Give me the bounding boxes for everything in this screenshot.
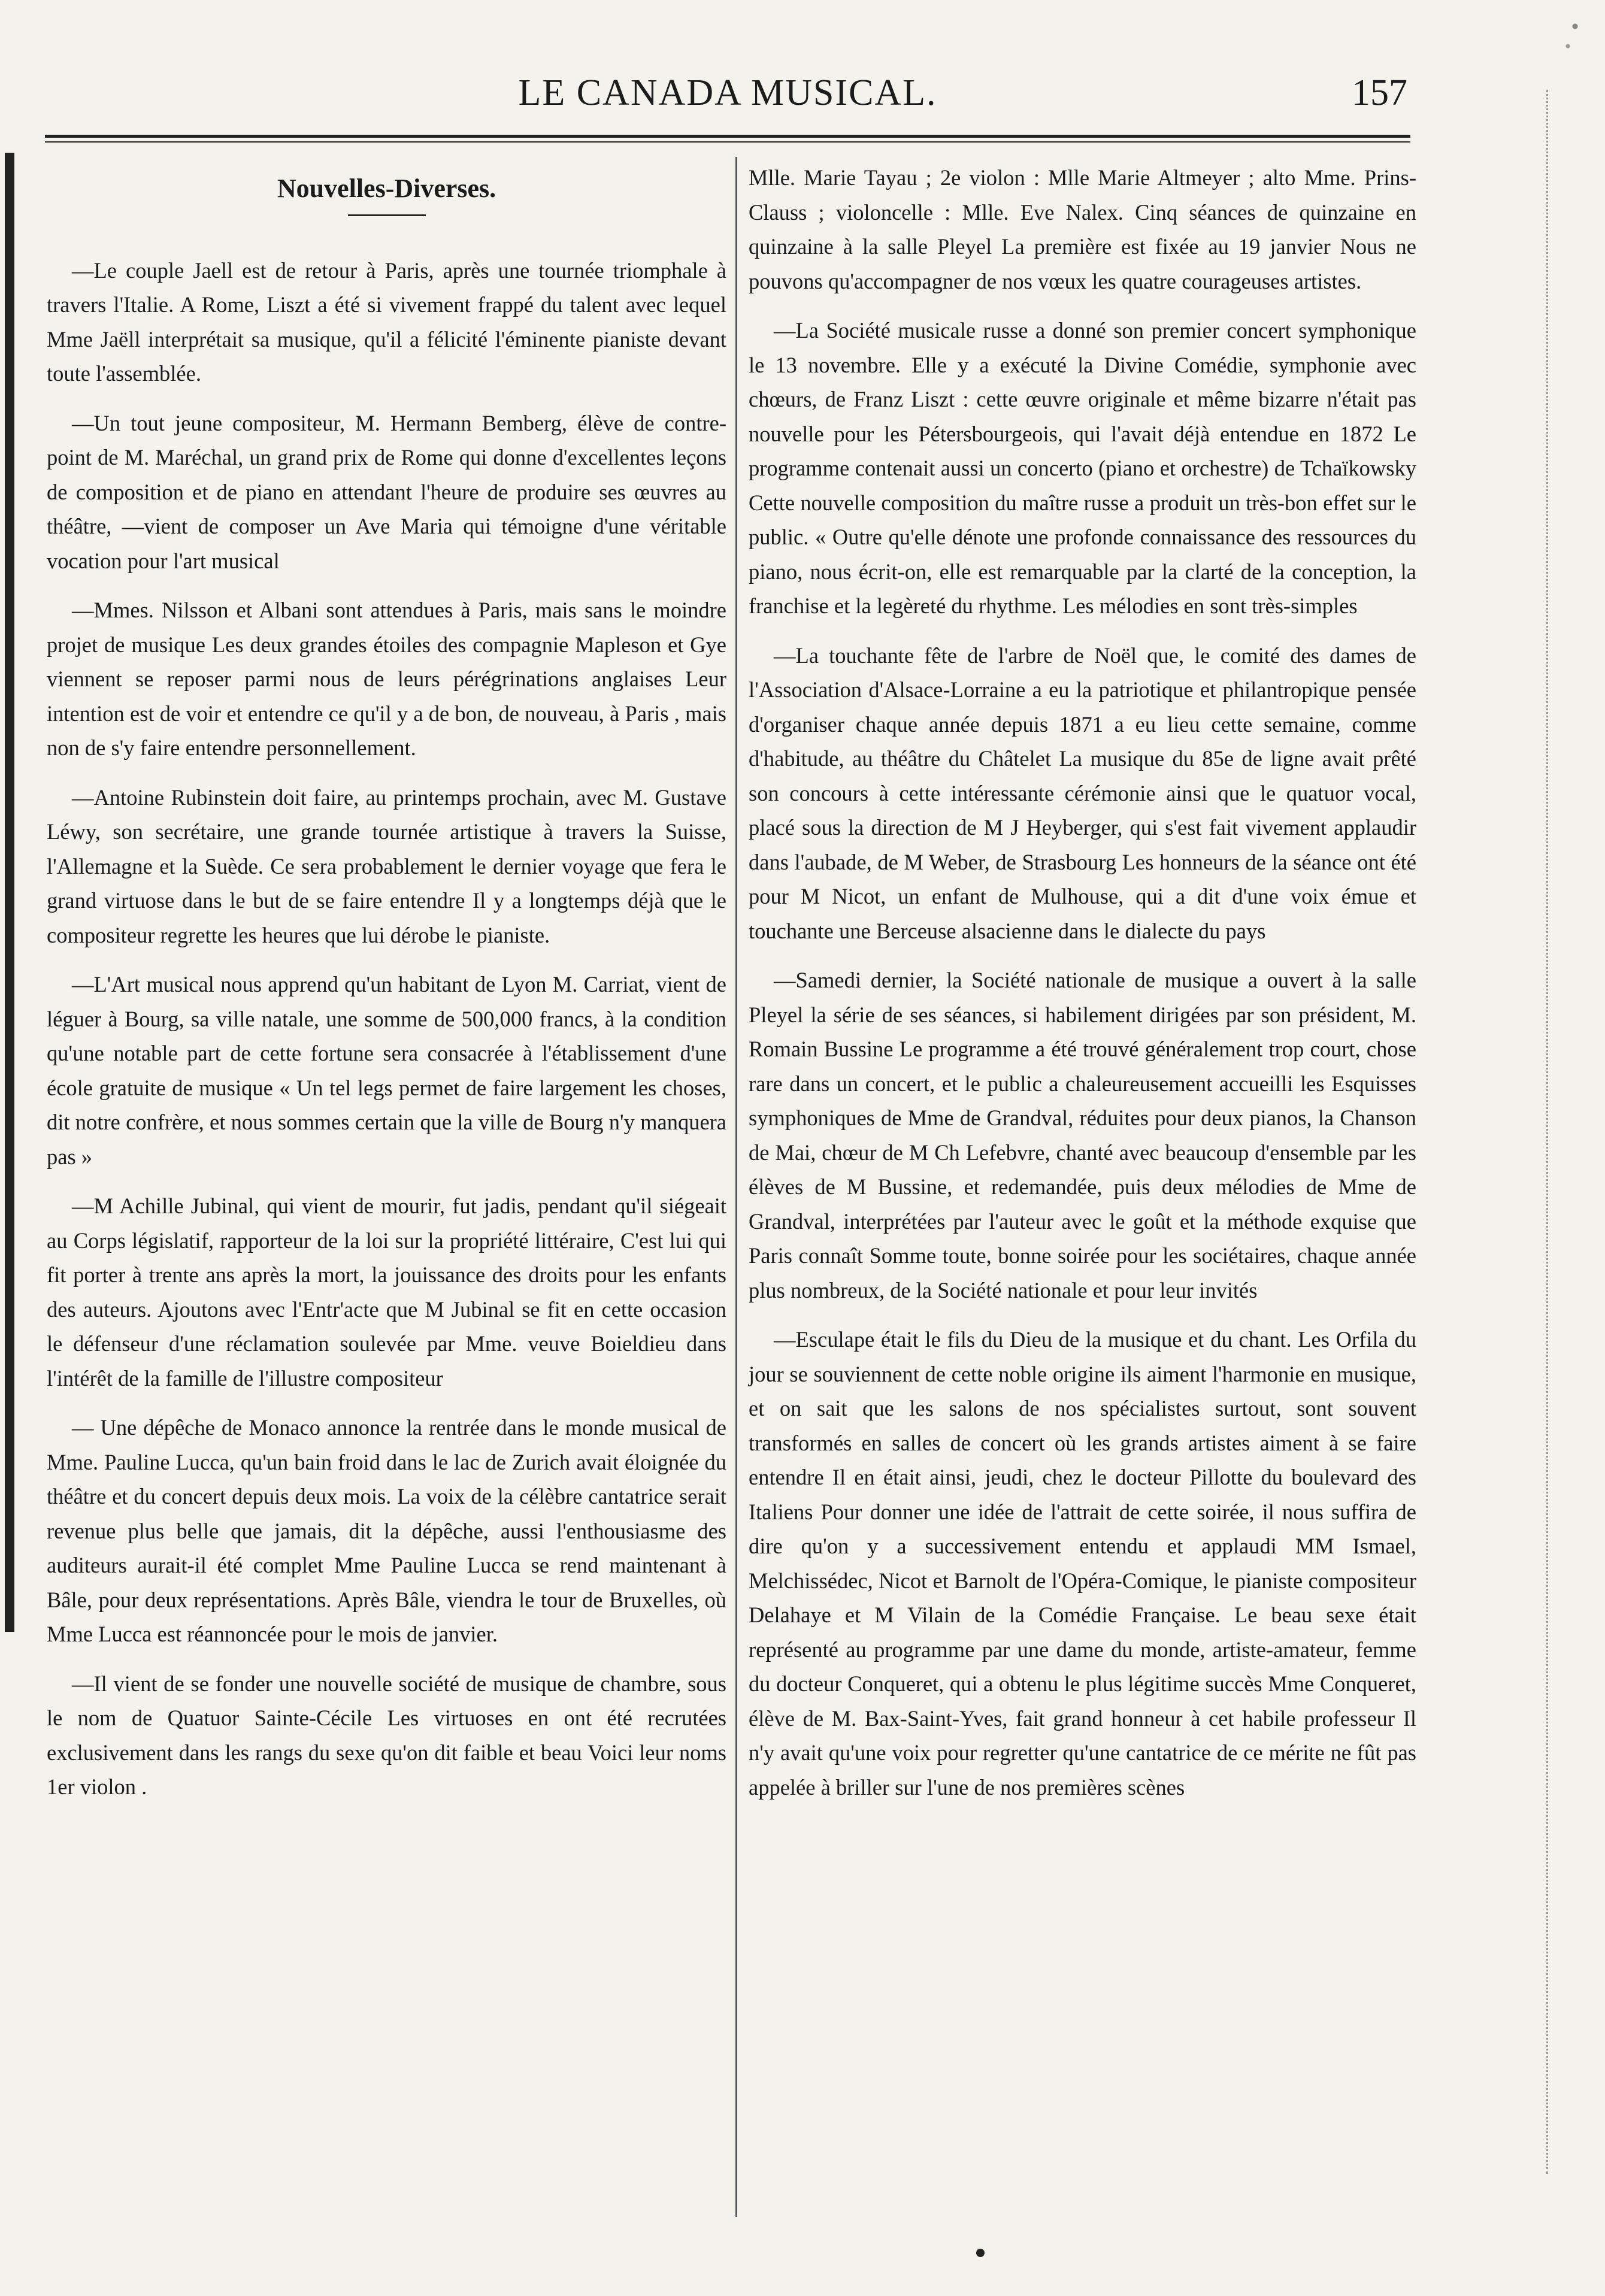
left-column [47,160,726,1819]
scan-edge-noise [1522,90,1548,2174]
news-item: —Il vient de se fonder une nouvelle société de musique de chambre, sous le nom de Quatuor Sainte-Cécile Les virtuoses en ont été recrutées exclusivement dans les rangs du sexe qu'on dit faible et beau Voici leur noms 1er violon . [47,1671,726,1799]
news-item: —Mmes. Nilsson et Albani sont attendues à Paris, mais sans le moindre projet de musique Les deux grandes étoiles des compagnie Mapleson et Gye viennent se reposer parmi nous de leurs pérégrinations anglaises Leur intention est de voir et entendre ce qu'il y a de bon, de nouveau, à Paris , mais non de s'y faire entendre personnellement. [47,598,726,760]
news-item-continued: Mlle. Marie Tayau ; 2e violon : Mlle Marie Altmeyer ; alto Mme. Prins-Clauss ; violoncelle : Mlle. Eve Nalex. Cinq séances de quinzaine en quinzaine à la salle Pleyel La première est fixée au 19 janvier Nous ne pouvons qu'accompagner de nos vœux les quatre courageuses artistes. [749,165,1416,293]
scan-smudge [1557,0,1593,66]
news-item: —Le couple Jaell est de retour à Paris, après une tournée triomphale à travers l'Italie. A Rome, Liszt a été si vivement frappé du talent avec lequel Mme Jaëll interprétait sa musique, qu'il a félicité l'éminente pianiste devant toute l'assemblée. [47,258,726,386]
header-double-rule [45,135,1410,143]
section-title: Nouvelles-Diverses. [277,174,496,203]
running-head [48,72,1407,132]
column-divider [735,157,737,2217]
ink-dot [976,2249,985,2257]
news-item: —Antoine Rubinstein doit faire, au printemps prochain, avec M. Gustave Léwy, son secrétaire, une grande tournée artistique à travers la Suisse, l'Allemagne et la Suède. Ce sera probablement le dernier voyage que fera le grand virtuose dans le but de se faire entendre Il y a longtemps déjà que le compositeur regrette les heures que lui dérobe le pianiste. [47,784,726,947]
news-item: —Samedi dernier, la Société nationale de musique a ouvert à la salle Pleyel la série de ses séances, si habilement dirigées par son président, M. Romain Bussine Le programme a été trouvé généralement trop court, chose rare dans un concert, et le public a chaleureusement accueilli les Esquisses symphoniques de Mme de Grandval, réduites pour deux pianos, la Chanson de Mai, chœur de M Ch Lefebvre, chanté avec beaucoup d'ensemble par les élèves de M Bussine, et redemandée, puis deux mélodies de Mme de Grandval, interprétées par l'auteur avec le goût et la méthode exquise que Paris connaît Somme toute, bonne soirée pour les sociétaires, chaque année plus nombreux, de la Société nationale et pour leur invités [749,968,1416,1303]
right-column [749,160,1416,1819]
news-item: —Un tout jeune compositeur, M. Hermann Bemberg, élève de contre-point de M. Maréchal, un grand prix de Rome qui donne d'excellentes leçons de composition et de piano en attendant l'heure de produire ses œuvres au théâtre, —vient de composer un Ave Maria qui témoigne d'une véritable vocation pour l'art musical [47,410,726,573]
news-item: —M Achille Jubinal, qui vient de mourir, fut jadis, pendant qu'il siégeait au Corps législatif, rapporteur de la loi sur la propriété littéraire, C'est lui qui fit porter à trente ans après la mort, la jouissance des droits pour les enfants des auteurs. Ajoutons avec l'Entr'acte que M Jubinal se fit en cette occasion le défenseur d'une réclamation soulevée par Mme. veuve Boieldieu dans l'intérêt de la famille de l'illustre compositeur [47,1194,726,1391]
binding-margin-bar [5,153,14,1632]
page-number: 157 [1352,72,1407,113]
publication-title: LE CANADA MUSICAL. [518,72,937,113]
news-item: —Esculape était le fils du Dieu de la musique et du chant. Les Orfila du jour se souviennent de cette noble origine ils aiment l'harmonie en musique, et on sait que les salons de nos spécialistes surtout, sont souvent transformés en salles de concert où les grands artistes aiment à se faire entendre Il en était ainsi, jeudi, chez le docteur Pillotte du boulevard des Italiens Pour donner une idée de l'attrait de cette soirée, il nous suffira de dire qu'on y a successivement entendu et applaudi MM Ismael, Melchissédec, Nicot et Barnolt de l'Opéra-Comique, le pianiste compositeur Delahaye et M Vilain de la Comédie Française. Le beau sexe était représenté au programme par une dame du monde, artiste-amateur, femme du docteur Conqueret, qui a obtenu le plus légitime succès Mme Conqueret, élève de M. Bax-Saint-Yves, fait grand honneur à cet habile professeur Il n'y avait qu'une voix pour regretter qu'une cantatrice de ce mérite ne fût pas appelée à briller sur l'une de nos premières scènes [749,1327,1416,1800]
news-item: —L'Art musical nous apprend qu'un habitant de Lyon M. Carriat, vient de léguer à Bourg, sa ville natale, une somme de 500,000 francs, à la condition qu'une notable part de cette fortune sera consacrée à l'établissement d'une école gratuite de musique « Un tel legs permet de faire largement les choses, dit notre confrère, et nous sommes certain que la ville de Bourg n'y manquera pas » [47,972,726,1169]
news-item: —La touchante fête de l'arbre de Noël que, le comité des dames de l'Association d'Alsace-Lorraine a eu la patriotique et philantropique pensée d'organiser chaque année depuis 1871 a eu lieu cette semaine, comme d'habitude, au théâtre du Châtelet La musique du 85e de ligne avait prêté son concours à cette intéressante cérémonie ainsi que le quatuor vocal, placé sous la direction de M J Heyberger, qui s'est fait vivement applaudir dans l'aubade, de M Weber, de Strasbourg Les honneurs de la séance ont été pour M Nicot, un enfant de Mulhouse, qui a dit d'une voix émue et touchante une Berceuse alsacienne dans le dialecte du pays [749,643,1416,943]
news-item: — Une dépêche de Monaco annonce la rentrée dans le monde musical de Mme. Pauline Lucca, qu'un bain froid dans le lac de Zurich avait éloignée du théâtre et du concert depuis deux mois. La voix de la célèbre cantatrice serait revenue plus belle que jamais, dit la dépêche, aussi l'enthousiasme des auditeurs aurait-il été complet Mme Pauline Lucca se rend maintenant à Bâle, pour deux représentations. Après Bâle, viendra le tour de Bruxelles, où Mme Lucca est réannoncée pour le mois de janvier. [47,1415,726,1646]
title-rule [348,214,426,216]
news-item: —La Société musicale russe a donné son premier concert symphonique le 13 novembre. Elle y a exécuté la Divine Comédie, symphonie avec chœurs, de Franz Liszt : cette œuvre originale et même bizarre n'était pas nouvelle pour les Pétersbourgeois, qui l'avait déjà entendue en 1872 Le programme contenait aussi un concerto (piano et orchestre) de Tchaïkowsky Cette nouvelle composition du maître russe a produit un très-bon effet sur le public. « Outre qu'elle dénote une profonde connaissance des ressources du piano, nous écrit-on, elle est remarquable par la clarté de la conception, la franchise et la legèreté du rhythme. Les mélodies en sont très-simples [749,318,1416,618]
